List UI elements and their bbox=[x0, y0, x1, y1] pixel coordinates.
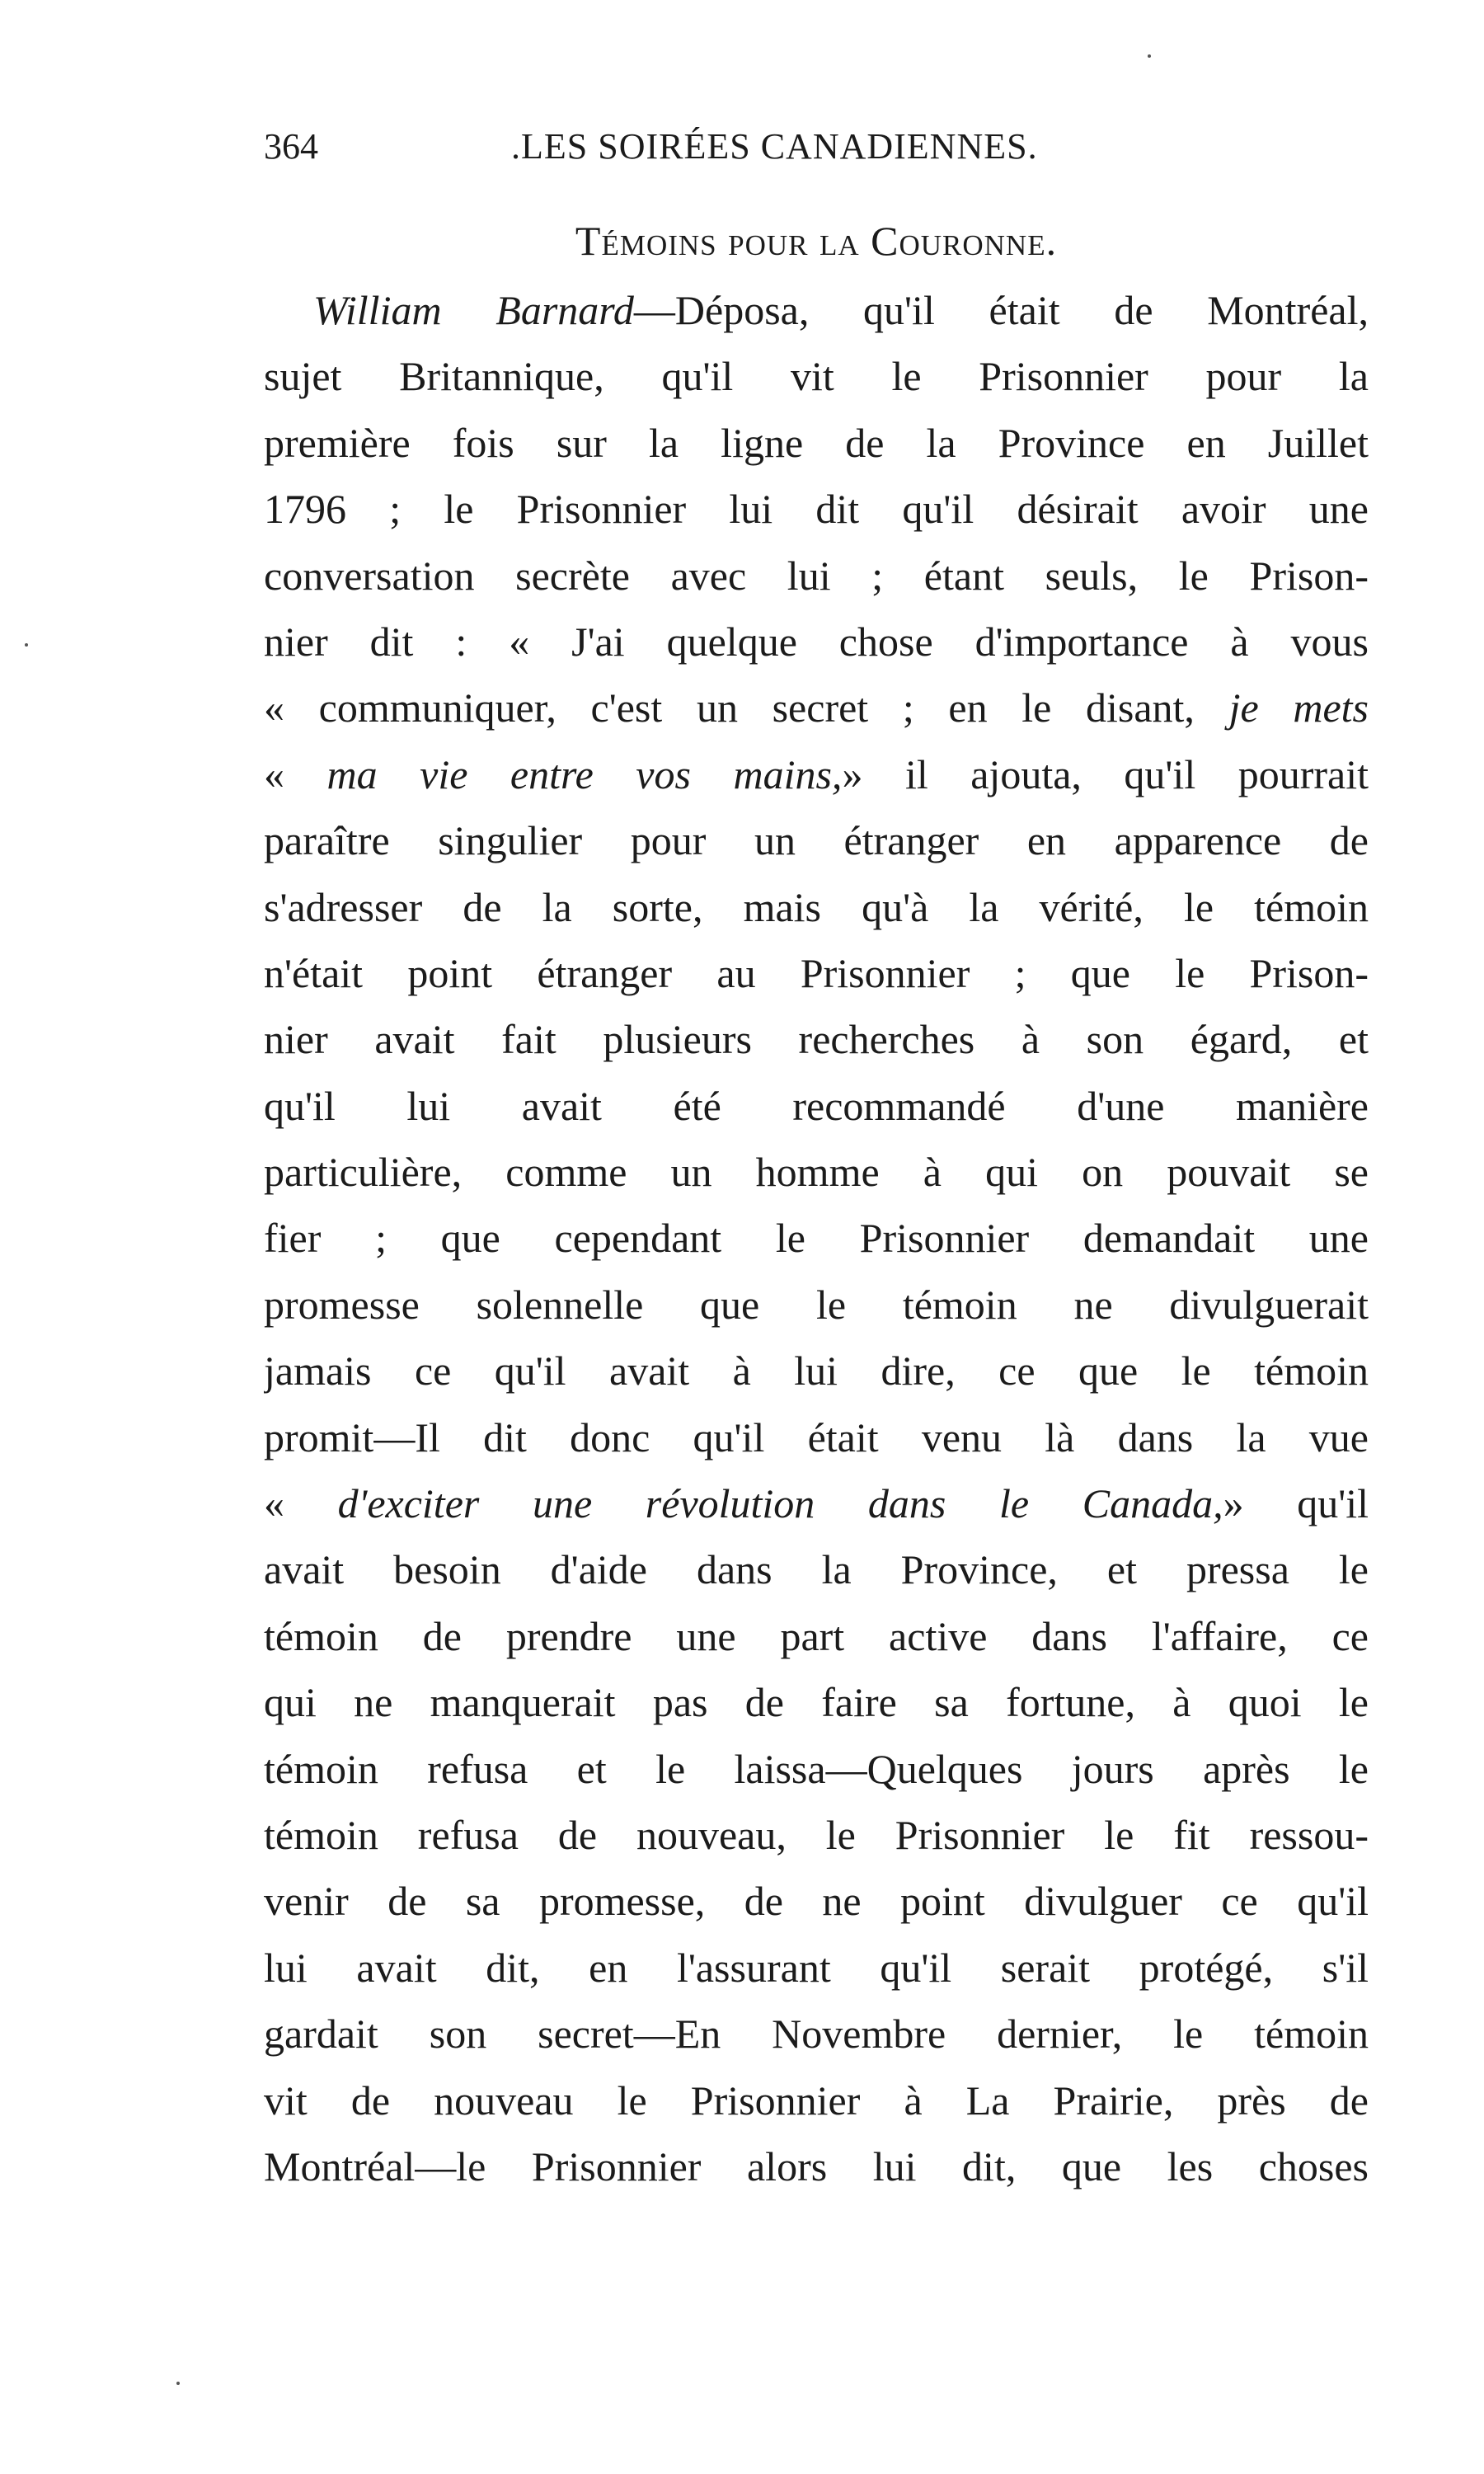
text-line bbox=[264, 1006, 1369, 1072]
body-text bbox=[264, 277, 1369, 2199]
text-line bbox=[264, 1802, 1369, 1868]
print-speck bbox=[25, 643, 28, 647]
text-segment: n'était point étranger au Prisonnier ; que le Prison- bbox=[264, 949, 1369, 996]
italic-text: je mets bbox=[1228, 684, 1369, 731]
text-line bbox=[264, 609, 1369, 675]
running-head bbox=[264, 122, 1105, 172]
text-segment: conversation secrète avec lui ; étant seuls, le Prison- bbox=[264, 552, 1369, 599]
text-line bbox=[264, 1205, 1369, 1271]
italic-text: ma vie entre vos mains, bbox=[326, 750, 843, 797]
text-segment: lui avait dit, en l'assurant qu'il serait protégé, s'il bbox=[264, 1944, 1369, 1991]
section-title: Témoins pour la Couronne. bbox=[575, 218, 1058, 264]
text-line bbox=[264, 1868, 1369, 1934]
page-number: 364 bbox=[264, 126, 318, 167]
text-line bbox=[264, 2001, 1369, 2067]
text-line bbox=[264, 940, 1369, 1006]
running-title: .LES SOIRÉES CANADIENNES. bbox=[511, 126, 1038, 167]
print-speck bbox=[176, 2382, 180, 2385]
italic-text: d'exciter une révolution dans le Canada, bbox=[337, 1480, 1223, 1527]
text-line bbox=[264, 1073, 1369, 1139]
text-segment: nier avait fait plusieurs recherches à son égard, et bbox=[264, 1016, 1369, 1063]
text-segment: qu'il lui avait été recommandé d'une manière bbox=[264, 1082, 1369, 1129]
text-line bbox=[264, 1404, 1369, 1470]
text-line bbox=[264, 277, 1369, 343]
text-line bbox=[264, 1603, 1369, 1669]
text-segment: sujet Britannique, qu'il vit le Prisonnier pour la bbox=[264, 353, 1369, 400]
text-line bbox=[264, 1470, 1369, 1536]
text-segment: première fois sur la ligne de la Province en Juillet bbox=[264, 419, 1369, 466]
italic-text: William Barnard bbox=[313, 287, 634, 333]
text-line bbox=[264, 1736, 1369, 1802]
text-segment: qui ne manquerait pas de faire sa fortune, à quoi le bbox=[264, 1679, 1369, 1726]
text-line bbox=[264, 410, 1369, 476]
text-line bbox=[264, 2133, 1369, 2199]
text-segment: promesse solennelle que le témoin ne divulguerait bbox=[264, 1281, 1369, 1328]
text-segment: Montréal—le Prisonnier alors lui dit, que les choses bbox=[264, 2142, 1369, 2189]
text-segment: témoin refusa et le laissa—Quelques jours après le bbox=[264, 1745, 1369, 1792]
text-line bbox=[264, 1536, 1369, 1602]
text-line bbox=[264, 543, 1369, 609]
text-line bbox=[264, 1139, 1369, 1205]
text-segment: témoin de prendre une part active dans l'affaire, ce bbox=[264, 1612, 1369, 1659]
text-segment: témoin refusa de nouveau, le Prisonnier le fit ressou- bbox=[264, 1811, 1369, 1858]
text-segment: avait besoin d'aide dans la Province, et pressa le bbox=[264, 1546, 1369, 1593]
text-segment: s'adresser de la sorte, mais qu'à la vérité, le témoin bbox=[264, 883, 1369, 930]
text-line bbox=[264, 1935, 1369, 2001]
text-line bbox=[264, 675, 1369, 741]
text-line bbox=[264, 476, 1369, 542]
text-segment: gardait son secret—En Novembre dernier, le témoin bbox=[264, 2011, 1369, 2058]
text-line bbox=[264, 2067, 1369, 2133]
text-segment: particulière, comme un homme à qui on pouvait se bbox=[264, 1149, 1369, 1196]
text-segment: —Déposa, qu'il était de Montréal, bbox=[633, 287, 1369, 333]
text-segment: vit de nouveau le Prisonnier à La Prairie, près de bbox=[264, 2077, 1369, 2124]
text-line bbox=[264, 807, 1369, 873]
text-segment: paraître singulier pour un étranger en apparence de bbox=[264, 817, 1369, 864]
text-segment: » qu'il bbox=[1223, 1480, 1369, 1527]
text-segment: « communiquer, c'est un secret ; en le disant, bbox=[264, 684, 1229, 731]
text-segment: fier ; que cependant le Prisonnier demandait une bbox=[264, 1215, 1369, 1262]
text-segment: venir de sa promesse, de ne point divulguer ce qu'il bbox=[264, 1878, 1369, 1925]
text-segment: » il ajouta, qu'il pourrait bbox=[842, 750, 1369, 797]
text-segment: « bbox=[264, 1480, 338, 1527]
text-line bbox=[264, 874, 1369, 940]
text-segment: 1796 ; le Prisonnier lui dit qu'il désirait avoir une bbox=[264, 486, 1369, 533]
text-segment: « bbox=[264, 750, 327, 797]
print-speck bbox=[1148, 54, 1151, 58]
text-line bbox=[264, 1669, 1369, 1735]
text-segment: jamais ce qu'il avait à lui dire, ce que le témoin bbox=[264, 1348, 1369, 1395]
text-line bbox=[264, 1272, 1369, 1338]
text-segment: nier dit : « J'ai quelque chose d'importance à vous bbox=[264, 618, 1369, 665]
text-line bbox=[264, 343, 1369, 409]
text-segment: promit—Il dit donc qu'il était venu là dans la vue bbox=[264, 1413, 1369, 1460]
text-line bbox=[264, 1338, 1369, 1404]
text-line bbox=[264, 741, 1369, 807]
